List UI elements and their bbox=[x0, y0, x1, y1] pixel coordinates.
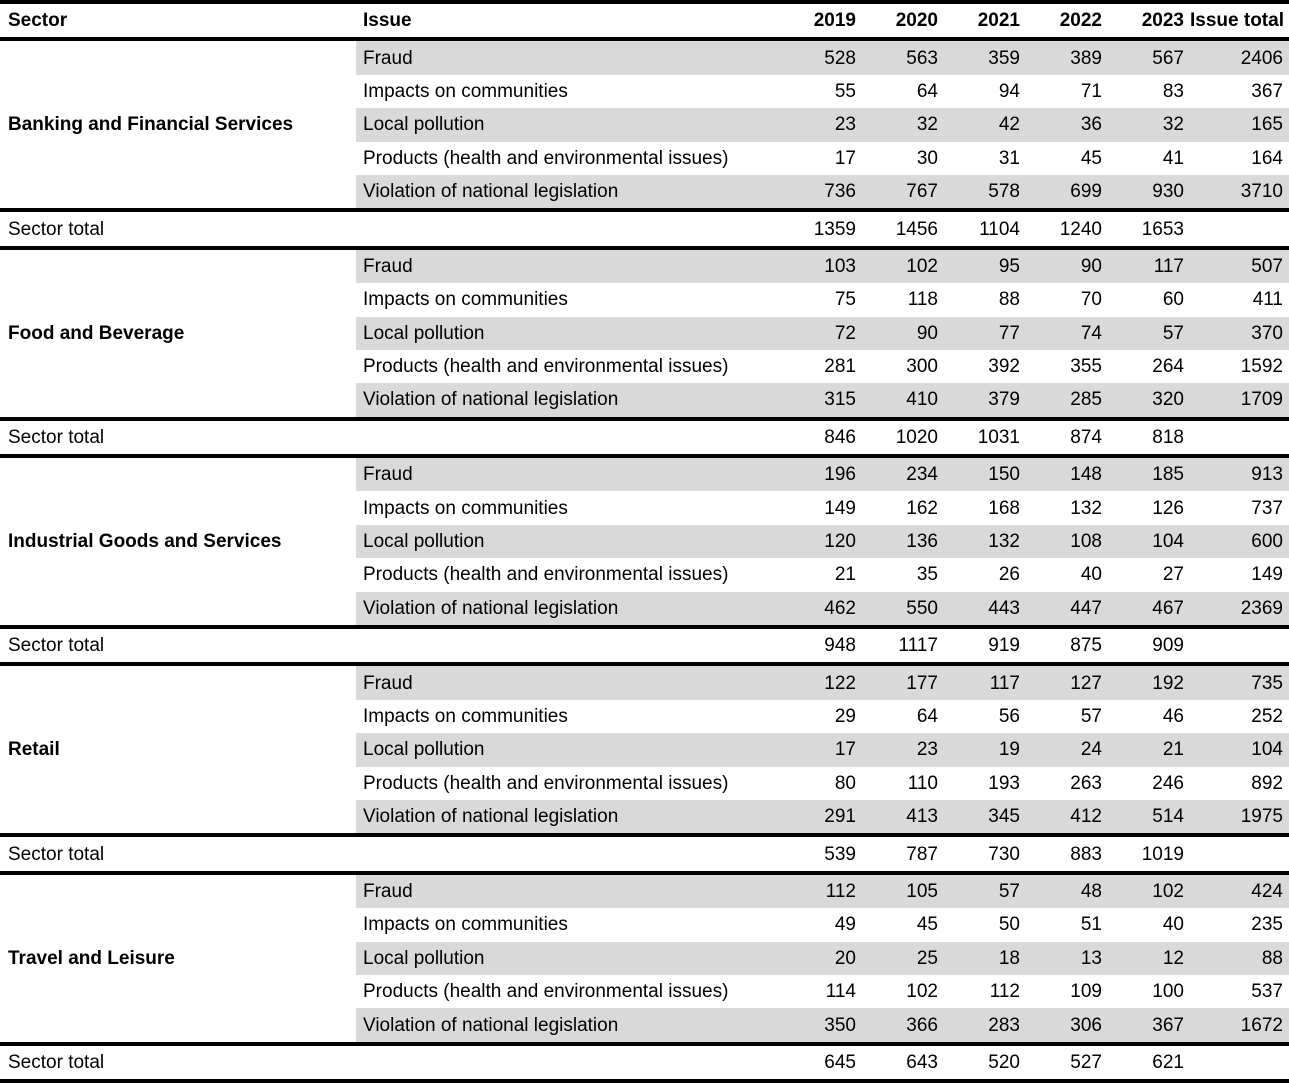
sector-total-empty-cell bbox=[1190, 210, 1289, 247]
year-value-cell: 550 bbox=[862, 592, 944, 627]
year-value-cell: 12 bbox=[1108, 942, 1190, 975]
year-value-cell: 64 bbox=[916, 706, 938, 727]
issue-total-cell: 411 bbox=[1252, 289, 1283, 311]
issue-total-cell: 2406 bbox=[1190, 39, 1289, 74]
issue-label-cell: Violation of national legislation bbox=[356, 175, 780, 210]
col-header-2022: 2022 bbox=[1059, 10, 1102, 32]
year-value-cell: 112 bbox=[989, 981, 1020, 1003]
year-value-cell: 149 bbox=[824, 497, 856, 519]
year-value-cell: 528 bbox=[780, 39, 862, 74]
year-value-cell: 95 bbox=[944, 248, 1026, 283]
issue-total-cell: 1709 bbox=[1190, 383, 1289, 418]
sector-total-empty-cell bbox=[1190, 627, 1289, 664]
year-value-cell: 102 bbox=[1108, 873, 1190, 908]
col-header-issue: Issue bbox=[363, 10, 412, 32]
issue-total-cell: 149 bbox=[1251, 564, 1283, 586]
sector-total-value-cell: 730 bbox=[988, 843, 1020, 865]
year-value-cell: 64 bbox=[916, 80, 938, 102]
sector-total-value-cell: 527 bbox=[1070, 1051, 1102, 1073]
year-value-cell: 49 bbox=[834, 914, 856, 936]
issue-label-cell: Violation of national legislation bbox=[356, 383, 780, 418]
year-value-cell: 103 bbox=[780, 248, 862, 283]
year-value-cell: 40 bbox=[1162, 914, 1184, 936]
table-body bbox=[0, 39, 1289, 1081]
year-value-cell: 117 bbox=[944, 664, 1026, 699]
year-value-cell: 46 bbox=[1162, 706, 1184, 727]
year-value-cell: 246 bbox=[1152, 772, 1184, 794]
year-value-cell: 32 bbox=[862, 108, 944, 141]
sector-total-value-cell: 520 bbox=[988, 1051, 1020, 1073]
sector-total-row bbox=[0, 210, 1289, 247]
issue-total-cell: 235 bbox=[1251, 914, 1283, 936]
year-value-cell: 132 bbox=[944, 525, 1026, 558]
year-value-cell: 105 bbox=[862, 873, 944, 908]
issue-row bbox=[0, 664, 1289, 699]
year-value-cell: 413 bbox=[862, 800, 944, 835]
year-value-cell: 291 bbox=[780, 800, 862, 835]
year-value-cell: 412 bbox=[1026, 800, 1108, 835]
year-value-cell: 132 bbox=[1070, 497, 1102, 519]
sector-total-value-cell: 1031 bbox=[977, 426, 1020, 448]
year-value-cell: 315 bbox=[780, 383, 862, 418]
issue-total-cell: 913 bbox=[1190, 456, 1289, 491]
sector-total-row bbox=[0, 419, 1289, 456]
year-value-cell: 42 bbox=[944, 108, 1026, 141]
issue-total-cell: 737 bbox=[1251, 497, 1283, 519]
issue-row bbox=[0, 456, 1289, 491]
year-value-cell: 40 bbox=[1080, 564, 1102, 586]
year-value-cell: 23 bbox=[862, 733, 944, 766]
issue-label-cell: Products (health and environmental issues) bbox=[363, 772, 729, 794]
year-value-cell: 77 bbox=[944, 317, 1026, 350]
issue-total-cell: 104 bbox=[1190, 733, 1289, 766]
year-value-cell: 367 bbox=[1108, 1008, 1190, 1043]
sector-total-label-cell: Sector total bbox=[8, 218, 105, 240]
year-value-cell: 17 bbox=[834, 147, 856, 169]
header-row bbox=[0, 2, 1289, 39]
year-value-cell: 71 bbox=[1080, 80, 1102, 102]
year-value-cell: 392 bbox=[988, 356, 1020, 378]
year-value-cell: 162 bbox=[906, 497, 938, 519]
year-value-cell: 410 bbox=[862, 383, 944, 418]
issue-label-cell: Products (health and environmental issues) bbox=[363, 147, 729, 169]
sector-total-value-cell: 909 bbox=[1152, 635, 1184, 657]
year-value-cell: 467 bbox=[1108, 592, 1190, 627]
year-value-cell: 104 bbox=[1108, 525, 1190, 558]
year-value-cell: 136 bbox=[862, 525, 944, 558]
year-value-cell: 74 bbox=[1026, 317, 1108, 350]
issue-row bbox=[0, 248, 1289, 283]
year-value-cell: 447 bbox=[1026, 592, 1108, 627]
year-value-cell: 90 bbox=[862, 317, 944, 350]
year-value-cell: 100 bbox=[1152, 981, 1184, 1003]
year-value-cell: 462 bbox=[780, 592, 862, 627]
issue-label-cell: Impacts on communities bbox=[363, 706, 568, 727]
issue-total-cell: 164 bbox=[1251, 147, 1283, 169]
sector-total-empty-cell bbox=[1190, 1044, 1289, 1081]
issue-label-cell: Violation of national legislation bbox=[356, 800, 780, 835]
col-header-2023: 2023 bbox=[1141, 10, 1184, 32]
issue-total-cell: 165 bbox=[1190, 108, 1289, 141]
col-header-2020: 2020 bbox=[895, 10, 938, 32]
year-value-cell: 80 bbox=[834, 772, 856, 794]
year-value-cell: 234 bbox=[862, 456, 944, 491]
issue-label-cell: Local pollution bbox=[356, 525, 780, 558]
year-value-cell: 13 bbox=[1026, 942, 1108, 975]
year-value-cell: 264 bbox=[1152, 356, 1184, 378]
year-value-cell: 75 bbox=[834, 289, 856, 311]
year-value-cell: 72 bbox=[780, 317, 862, 350]
issue-label-cell: Products (health and environmental issues) bbox=[363, 356, 729, 378]
sector-total-value-cell: 846 bbox=[824, 426, 856, 448]
year-value-cell: 443 bbox=[944, 592, 1026, 627]
issue-total-cell: 537 bbox=[1251, 981, 1283, 1003]
sector-total-value-cell: 1104 bbox=[979, 218, 1020, 240]
issue-total-cell: 507 bbox=[1190, 248, 1289, 283]
issue-label-cell: Local pollution bbox=[356, 733, 780, 766]
issue-total-cell: 88 bbox=[1190, 942, 1289, 975]
sector-total-empty-cell bbox=[1190, 419, 1289, 456]
year-value-cell: 578 bbox=[944, 175, 1026, 210]
year-value-cell: 345 bbox=[944, 800, 1026, 835]
sector-total-value-cell: 1019 bbox=[1141, 843, 1184, 865]
year-value-cell: 50 bbox=[998, 914, 1020, 936]
year-value-cell: 148 bbox=[1026, 456, 1108, 491]
sector-name-cell: Food and Beverage bbox=[0, 248, 356, 419]
sector-total-value-cell: 1359 bbox=[813, 218, 856, 240]
year-value-cell: 567 bbox=[1108, 39, 1190, 74]
sector-total-value-cell: 643 bbox=[906, 1051, 938, 1073]
year-value-cell: 55 bbox=[834, 80, 856, 102]
issue-total-cell: 252 bbox=[1251, 706, 1283, 727]
year-value-cell: 114 bbox=[825, 981, 856, 1003]
sector-total-row bbox=[0, 1044, 1289, 1081]
sector-total-row bbox=[0, 835, 1289, 872]
year-value-cell: 192 bbox=[1108, 664, 1190, 699]
sector-total-empty-cell bbox=[1190, 835, 1289, 872]
issue-label-cell: Local pollution bbox=[356, 942, 780, 975]
year-value-cell: 196 bbox=[780, 456, 862, 491]
sector-total-value-cell: 539 bbox=[824, 843, 856, 865]
year-value-cell: 56 bbox=[998, 706, 1020, 727]
year-value-cell: 514 bbox=[1108, 800, 1190, 835]
year-value-cell: 150 bbox=[944, 456, 1026, 491]
year-value-cell: 193 bbox=[988, 772, 1020, 794]
year-value-cell: 118 bbox=[907, 289, 938, 311]
year-value-cell: 21 bbox=[1108, 733, 1190, 766]
year-value-cell: 45 bbox=[916, 914, 938, 936]
year-value-cell: 359 bbox=[944, 39, 1026, 74]
year-value-cell: 379 bbox=[944, 383, 1026, 418]
issue-label-cell: Products (health and environmental issues) bbox=[363, 564, 729, 586]
sector-total-label-cell: Sector total bbox=[8, 426, 105, 448]
sector-total-value-cell: 645 bbox=[824, 1051, 856, 1073]
issue-label-cell: Fraud bbox=[356, 664, 780, 699]
issue-total-cell: 600 bbox=[1190, 525, 1289, 558]
year-value-cell: 90 bbox=[1026, 248, 1108, 283]
issue-label-cell: Impacts on communities bbox=[363, 497, 568, 519]
sector-total-value-cell: 621 bbox=[1152, 1051, 1184, 1073]
issue-label-cell: Violation of national legislation bbox=[356, 592, 780, 627]
sector-total-value-cell: 1456 bbox=[895, 218, 938, 240]
sector-total-value-cell: 875 bbox=[1070, 635, 1102, 657]
year-value-cell: 767 bbox=[862, 175, 944, 210]
year-value-cell: 126 bbox=[1152, 497, 1184, 519]
year-value-cell: 699 bbox=[1026, 175, 1108, 210]
year-value-cell: 19 bbox=[944, 733, 1026, 766]
year-value-cell: 21 bbox=[834, 564, 856, 586]
year-value-cell: 109 bbox=[1070, 981, 1102, 1003]
year-value-cell: 300 bbox=[906, 356, 938, 378]
year-value-cell: 736 bbox=[780, 175, 862, 210]
sector-total-value-cell: 883 bbox=[1070, 843, 1102, 865]
year-value-cell: 930 bbox=[1108, 175, 1190, 210]
issue-row bbox=[0, 39, 1289, 74]
year-value-cell: 27 bbox=[1162, 564, 1184, 586]
sector-total-value-cell: 919 bbox=[988, 635, 1020, 657]
year-value-cell: 185 bbox=[1108, 456, 1190, 491]
issue-label-cell: Fraud bbox=[356, 873, 780, 908]
year-value-cell: 88 bbox=[998, 289, 1020, 311]
year-value-cell: 168 bbox=[988, 497, 1020, 519]
issue-label-cell: Impacts on communities bbox=[363, 289, 568, 311]
year-value-cell: 60 bbox=[1162, 289, 1184, 311]
year-value-cell: 57 bbox=[1080, 706, 1102, 727]
issue-total-cell: 3710 bbox=[1190, 175, 1289, 210]
year-value-cell: 29 bbox=[834, 706, 856, 727]
sector-name-cell: Retail bbox=[0, 664, 356, 835]
sector-total-value-cell: 1020 bbox=[895, 426, 938, 448]
issue-label-cell: Impacts on communities bbox=[363, 80, 568, 102]
year-value-cell: 31 bbox=[998, 147, 1020, 169]
issue-label-cell: Violation of national legislation bbox=[356, 1008, 780, 1043]
sector-total-value-cell: 818 bbox=[1152, 426, 1184, 448]
issue-label-cell: Products (health and environmental issues) bbox=[363, 981, 729, 1003]
year-value-cell: 36 bbox=[1026, 108, 1108, 141]
issue-label-cell: Local pollution bbox=[356, 317, 780, 350]
year-value-cell: 281 bbox=[824, 356, 856, 378]
year-value-cell: 366 bbox=[862, 1008, 944, 1043]
issue-label-cell: Fraud bbox=[356, 456, 780, 491]
col-header-issue-total: Issue total bbox=[1190, 10, 1284, 32]
issue-total-cell: 1672 bbox=[1190, 1008, 1289, 1043]
sector-total-label-cell: Sector total bbox=[8, 635, 105, 657]
year-value-cell: 18 bbox=[944, 942, 1026, 975]
year-value-cell: 35 bbox=[916, 564, 938, 586]
sector-total-label-cell: Sector total bbox=[8, 843, 105, 865]
year-value-cell: 355 bbox=[1070, 356, 1102, 378]
issue-total-cell: 424 bbox=[1190, 873, 1289, 908]
sector-total-row bbox=[0, 627, 1289, 664]
year-value-cell: 32 bbox=[1108, 108, 1190, 141]
year-value-cell: 23 bbox=[780, 108, 862, 141]
year-value-cell: 17 bbox=[780, 733, 862, 766]
sector-name-cell: Travel and Leisure bbox=[0, 873, 356, 1044]
sector-total-value-cell: 1117 bbox=[898, 635, 938, 657]
year-value-cell: 25 bbox=[862, 942, 944, 975]
year-value-cell: 127 bbox=[1026, 664, 1108, 699]
col-header-sector: Sector bbox=[8, 10, 68, 32]
issue-total-cell: 892 bbox=[1251, 772, 1283, 794]
issue-row bbox=[0, 873, 1289, 908]
issue-total-cell: 370 bbox=[1190, 317, 1289, 350]
year-value-cell: 177 bbox=[862, 664, 944, 699]
year-value-cell: 117 bbox=[1108, 248, 1190, 283]
year-value-cell: 102 bbox=[862, 248, 944, 283]
year-value-cell: 120 bbox=[780, 525, 862, 558]
year-value-cell: 122 bbox=[780, 664, 862, 699]
year-value-cell: 24 bbox=[1026, 733, 1108, 766]
year-value-cell: 306 bbox=[1026, 1008, 1108, 1043]
sector-total-value-cell: 1653 bbox=[1141, 218, 1184, 240]
sector-total-value-cell: 948 bbox=[824, 635, 856, 657]
year-value-cell: 263 bbox=[1070, 772, 1102, 794]
year-value-cell: 285 bbox=[1026, 383, 1108, 418]
issue-label-cell: Local pollution bbox=[356, 108, 780, 141]
issue-total-cell: 2369 bbox=[1190, 592, 1289, 627]
issue-label-cell: Fraud bbox=[356, 39, 780, 74]
year-value-cell: 45 bbox=[1080, 147, 1102, 169]
year-value-cell: 57 bbox=[1108, 317, 1190, 350]
year-value-cell: 57 bbox=[944, 873, 1026, 908]
year-value-cell: 350 bbox=[780, 1008, 862, 1043]
year-value-cell: 26 bbox=[998, 564, 1020, 586]
sector-total-value-cell: 874 bbox=[1070, 426, 1102, 448]
col-header-2021: 2021 bbox=[977, 10, 1020, 32]
year-value-cell: 20 bbox=[780, 942, 862, 975]
year-value-cell: 283 bbox=[944, 1008, 1026, 1043]
year-value-cell: 389 bbox=[1026, 39, 1108, 74]
year-value-cell: 83 bbox=[1162, 80, 1184, 102]
year-value-cell: 48 bbox=[1026, 873, 1108, 908]
issue-total-cell: 735 bbox=[1190, 664, 1289, 699]
year-value-cell: 51 bbox=[1080, 914, 1102, 936]
year-value-cell: 110 bbox=[907, 772, 938, 794]
year-value-cell: 108 bbox=[1026, 525, 1108, 558]
year-value-cell: 320 bbox=[1108, 383, 1190, 418]
year-value-cell: 112 bbox=[780, 873, 862, 908]
year-value-cell: 563 bbox=[862, 39, 944, 74]
year-value-cell: 94 bbox=[998, 80, 1020, 102]
sector-total-label-cell: Sector total bbox=[8, 1051, 105, 1073]
sector-total-value-cell: 1240 bbox=[1059, 218, 1102, 240]
issue-total-cell: 1975 bbox=[1190, 800, 1289, 835]
sector-total-value-cell: 787 bbox=[906, 843, 938, 865]
sector-name-cell: Banking and Financial Services bbox=[0, 39, 356, 210]
year-value-cell: 70 bbox=[1080, 289, 1102, 311]
issue-label-cell: Impacts on communities bbox=[363, 914, 568, 936]
issue-total-cell: 367 bbox=[1251, 80, 1283, 102]
sector-name-cell: Industrial Goods and Services bbox=[0, 456, 356, 627]
issue-label-cell: Fraud bbox=[356, 248, 780, 283]
year-value-cell: 102 bbox=[906, 981, 938, 1003]
issue-total-cell: 1592 bbox=[1240, 356, 1283, 378]
year-value-cell: 30 bbox=[916, 147, 938, 169]
col-header-2019: 2019 bbox=[813, 10, 856, 32]
year-value-cell: 41 bbox=[1162, 147, 1184, 169]
